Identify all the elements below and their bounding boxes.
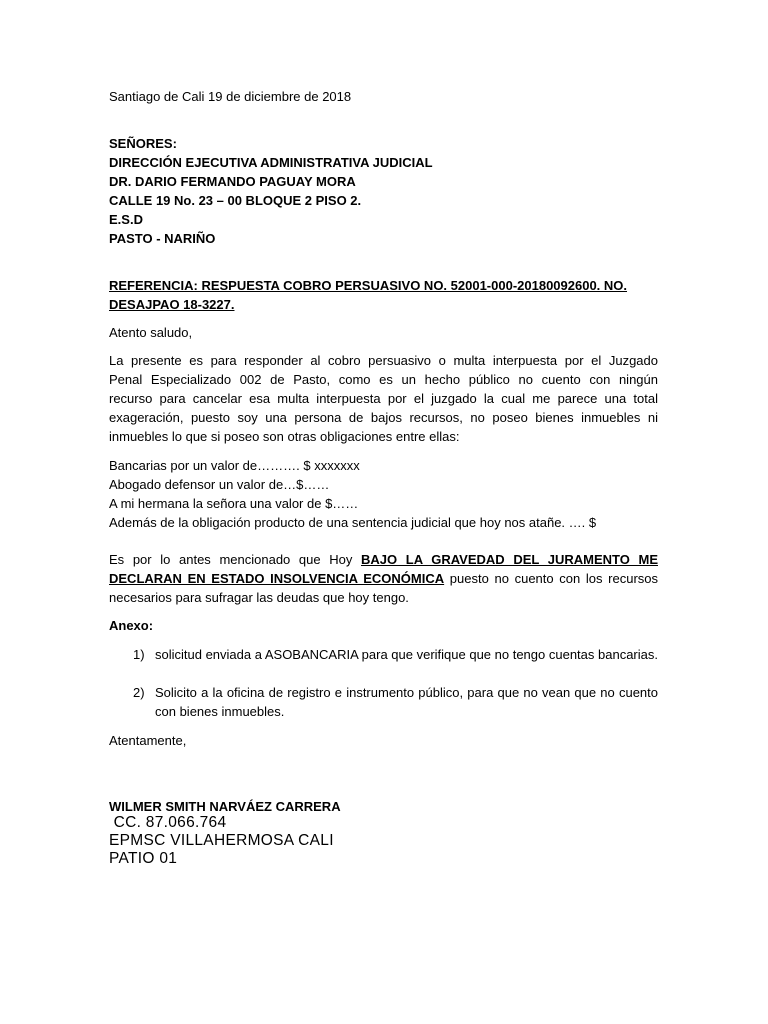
signature-id: CC. 87.066.764 [109, 814, 227, 831]
annex-item-1-number: 1) [133, 647, 145, 662]
debt-sister: A mi hermana la señora una valor de $…… [109, 496, 359, 511]
annex-item-2-text: Solicito a la oficina de registro e instrumento público, para que no vean que no cuento con bienes inmuebles. [155, 685, 658, 719]
addressee-name: DR. DARIO FERMANDO PAGUAY MORA [109, 174, 356, 189]
body-paragraph-line-3: recurso para cancelar esa multa interpuesta por el juzgado la cual me parece una total [109, 391, 658, 406]
declaration-line-2 [109, 569, 658, 588]
addressee-street: CALLE 19 No. 23 – 00 BLOQUE 2 PISO 2. [109, 193, 362, 208]
reference-line-2: DESAJPAO 18-3227. [109, 297, 235, 312]
addressee-city: PASTO - NARIÑO [109, 231, 216, 246]
body-paragraph-line-5: inmuebles lo que si poseo son otras obligaciones entre ellas: [109, 429, 460, 444]
greeting: Atento saludo, [109, 325, 193, 340]
annex-item-2-number: 2) [133, 685, 145, 700]
date-line: Santiago de Cali 19 de diciembre de 2018 [109, 89, 352, 104]
body-paragraph-line-2: Penal Especializado 002 de Pasto, como es un hecho público no cuento con ningún [109, 372, 658, 387]
debt-judgment: Además de la obligación producto de una sentencia judicial que hoy nos atañe. …. $ [109, 515, 597, 530]
body-paragraph-line-1: La presente es para responder al cobro persuasivo o multa interpuesta por el Juzgado [109, 353, 658, 368]
signature-name: WILMER SMITH NARVÁEZ CARRERA [109, 799, 341, 814]
addressee-organization: DIRECCIÓN EJECUTIVA ADMINISTRATIVA JUDICIAL [109, 155, 433, 170]
declaration-line-1 [109, 550, 658, 569]
declaration-reason: puesto no cuento con los recursos [444, 571, 659, 586]
debt-lawyer: Abogado defensor un valor de…$…… [109, 477, 330, 492]
closing: Atentamente, [109, 733, 187, 748]
declaration-line-3: necesarios para sufragar las deudas que hoy tengo. [109, 590, 409, 605]
declaration-oath: BAJO LA GRAVEDAD DEL JURAMENTO ME [361, 552, 658, 567]
annex-item-1-text: solicitud enviada a ASOBANCARIA para que verifique que no tengo cuentas bancarias. [155, 647, 658, 662]
declaration-insolvency: DECLARAN EN ESTADO INSOLVENCIA ECONÓMICA [109, 571, 445, 586]
body-paragraph-line-4: exageración, puesto soy una persona de bajos recursos, no poseo bienes inmuebles ni [109, 410, 658, 425]
signature-facility: EPMSC VILLAHERMOSA CALI [109, 832, 334, 849]
annex-heading: Anexo: [109, 618, 154, 633]
addressee-esd: E.S.D [109, 212, 143, 227]
signature-yard: PATIO 01 [109, 850, 178, 867]
debt-bank: Bancarias por un valor de………. $ xxxxxxx [109, 458, 360, 473]
addressee-salutation: SEÑORES: [109, 136, 177, 151]
reference-line-1: REFERENCIA: RESPUESTA COBRO PERSUASIVO NO. 52001-000-20180092600. NO. [109, 278, 628, 293]
declaration-intro: Es por lo antes mencionado que Hoy [109, 552, 362, 567]
